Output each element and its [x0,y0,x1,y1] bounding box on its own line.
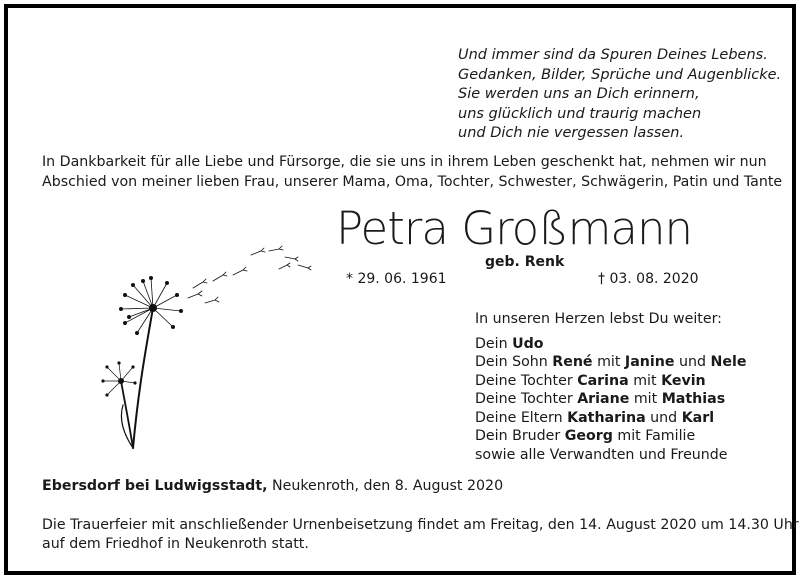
poem-line: Und immer sind da Spuren Deines Lebens. [458,47,768,63]
funeral-line: Die Trauerfeier mit anschließender Urnenbeisetzung findet am Freitag, den 14. August 2020 um 14.30 Uhr [42,517,799,533]
mourners-lead: In unseren Herzen lebst Du weiter: [475,311,722,327]
mourner-name: Ariane [577,391,630,407]
poem-line: uns glücklich und traurig machen [458,105,702,122]
mourner-line [475,372,746,391]
place-date [42,478,503,494]
mourner-text: Dein Bruder [475,428,565,444]
funeral-line: auf dem Friedhof in Neukenroth statt. [42,536,309,552]
mourner-text: und [674,354,711,370]
mourner-name: Udo [512,335,544,352]
mourner-line [475,353,746,372]
mourner-text: mit [628,372,662,389]
mourner-line [475,427,746,446]
mourner-line [475,390,746,409]
poem-line: und Dich nie vergessen lassen. [458,125,685,141]
mourner-text: mit [629,391,662,407]
obituary-card [4,4,799,575]
mourner-name: Kevin [661,372,706,389]
poem-line: Sie werden uns an Dich erinnern, [458,86,700,102]
funeral-notice [42,516,799,554]
dandelion-icon [93,233,323,463]
intro-line: Abschied von meiner lieben Frau, unserer Mama, Oma, Tochter, Schwester, Schwägerin, Patin und Tante [42,173,783,190]
deceased-name: Petra Großmann [336,202,693,255]
place-name: Ebersdorf bei Ludwigsstadt, [42,478,268,494]
mourner-name: Carina [577,372,629,389]
intro-text [42,153,783,192]
mourner-text: und [645,409,682,426]
mourner-name: Georg [564,428,613,444]
death-date: † 03. 08. 2020 [598,271,699,287]
mourner-text: Deine Tochter [475,391,578,407]
intro-line: In Dankbarkeit für alle Liebe und Fürsorge, die sie uns in ihrem Leben geschenkt hat, nehmen wir nun [42,154,767,170]
mourner-line [475,409,746,428]
mourner-text: mit Familie [612,428,696,444]
mourners-list [475,310,746,464]
mourner-text: Deine Tochter [475,372,578,389]
mourner-name: Katharina [567,409,646,426]
mourner-line [475,335,746,354]
poem [458,46,781,144]
maiden-name: geb. Renk [485,254,565,270]
mourner-text: Dein [475,335,513,352]
place-rest: Neukenroth, den 8. August 2020 [267,478,504,494]
mourner-name: Karl [681,409,715,426]
mourner-text: mit [592,354,625,370]
mourner-name: Nele [710,354,747,370]
mourner-name: Janine [624,354,675,370]
mourner-name: Mathias [661,391,726,407]
mourner-name: René [552,354,593,370]
mourner-text: Deine Eltern [475,409,568,426]
mourner-text: Dein Sohn [475,354,553,370]
poem-line: Gedanken, Bilder, Sprüche und Augenblicke. [458,66,782,83]
birth-date: * 29. 06. 1961 [346,271,447,287]
mourner-line: sowie alle Verwandten und Freunde [475,446,728,463]
